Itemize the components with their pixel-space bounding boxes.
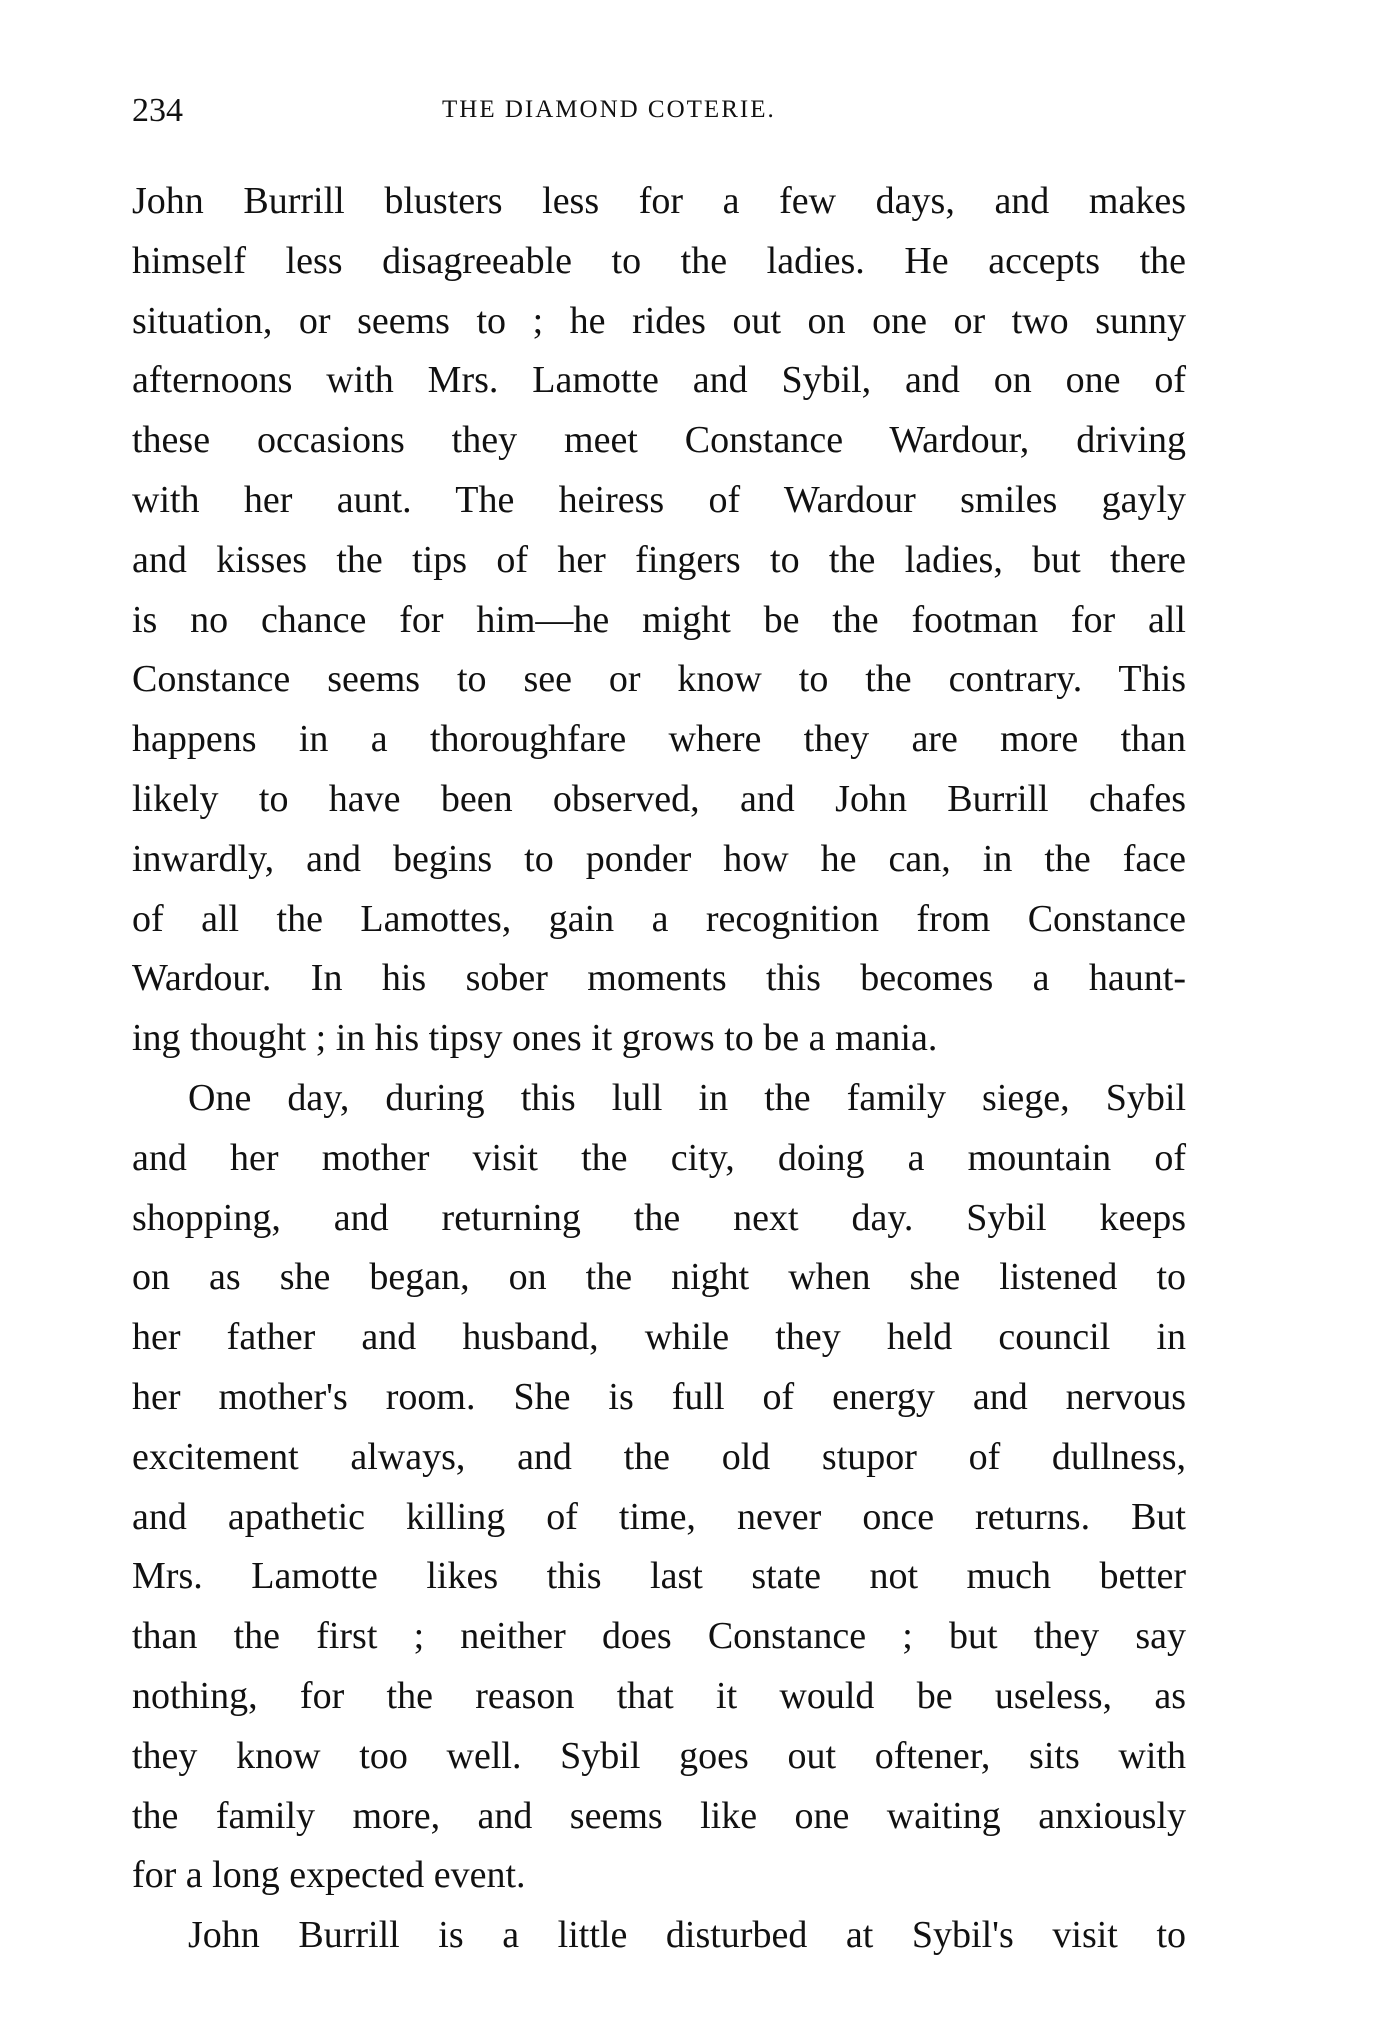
text-line: ing thought ; in his tipsy ones it grows to be a mania. xyxy=(132,1017,938,1060)
text-line: inwardly, and begins to ponder how he can, in the face xyxy=(132,837,1186,880)
text-line: and her mother visit the city, doing a mountain of xyxy=(132,1136,1186,1179)
text-line: they know too well. Sybil goes out oftener, sits with xyxy=(132,1734,1186,1777)
text-line: One day, during this lull in the family siege, Sybil xyxy=(188,1076,1186,1119)
text-line: the family more, and seems like one waiting anxiously xyxy=(132,1794,1186,1837)
text-line: with her aunt. The heiress of Wardour smiles gayly xyxy=(132,478,1186,521)
text-line: her mother's room. She is full of energy and nervous xyxy=(132,1375,1186,1418)
text-line: Mrs. Lamotte likes this last state not much better xyxy=(132,1555,1186,1598)
text-line: Wardour. In his sober moments this becomes a haunt- xyxy=(132,957,1186,1000)
page-header xyxy=(132,92,1186,132)
text-line: John Burrill is a little disturbed at Sybil's visit to xyxy=(188,1914,1186,1957)
text-line: shopping, and returning the next day. Sybil keeps xyxy=(132,1196,1186,1239)
text-line: nothing, for the reason that it would be useless, as xyxy=(132,1674,1186,1717)
text-line: Constance seems to see or know to the contrary. This xyxy=(132,658,1186,701)
text-line: situation, or seems to ; he rides out on one or two sunny xyxy=(132,299,1186,342)
text-line: on as she began, on the night when she listened to xyxy=(132,1256,1186,1299)
text-line: than the first ; neither does Constance ; but they say xyxy=(132,1615,1186,1658)
text-line: happens in a thoroughfare where they are more than xyxy=(132,718,1186,761)
text-line: these occasions they meet Constance Wardour, driving xyxy=(132,419,1186,462)
text-line: of all the Lamottes, gain a recognition from Constance xyxy=(132,897,1186,940)
text-line: and kisses the tips of her fingers to the ladies, but there xyxy=(132,538,1186,581)
text-line: excitement always, and the old stupor of dullness, xyxy=(132,1435,1186,1478)
page-number: 234 xyxy=(132,92,183,129)
running-title: THE DIAMOND COTERIE. xyxy=(442,96,776,123)
text-line: is no chance for him—he might be the footman for all xyxy=(132,598,1186,641)
text-line: for a long expected event. xyxy=(132,1854,526,1897)
text-line: afternoons with Mrs. Lamotte and Sybil, and on one of xyxy=(132,359,1186,402)
text-line: and apathetic killing of time, never once returns. But xyxy=(132,1495,1186,1538)
text-line: her father and husband, while they held council in xyxy=(132,1316,1186,1359)
text-line: John Burrill blusters less for a few days, and makes xyxy=(132,180,1186,222)
page-body xyxy=(132,172,1186,1966)
text-line: himself less disagreeable to the ladies. He accepts the xyxy=(132,239,1186,282)
text-line: likely to have been observed, and John Burrill chafes xyxy=(132,777,1186,820)
